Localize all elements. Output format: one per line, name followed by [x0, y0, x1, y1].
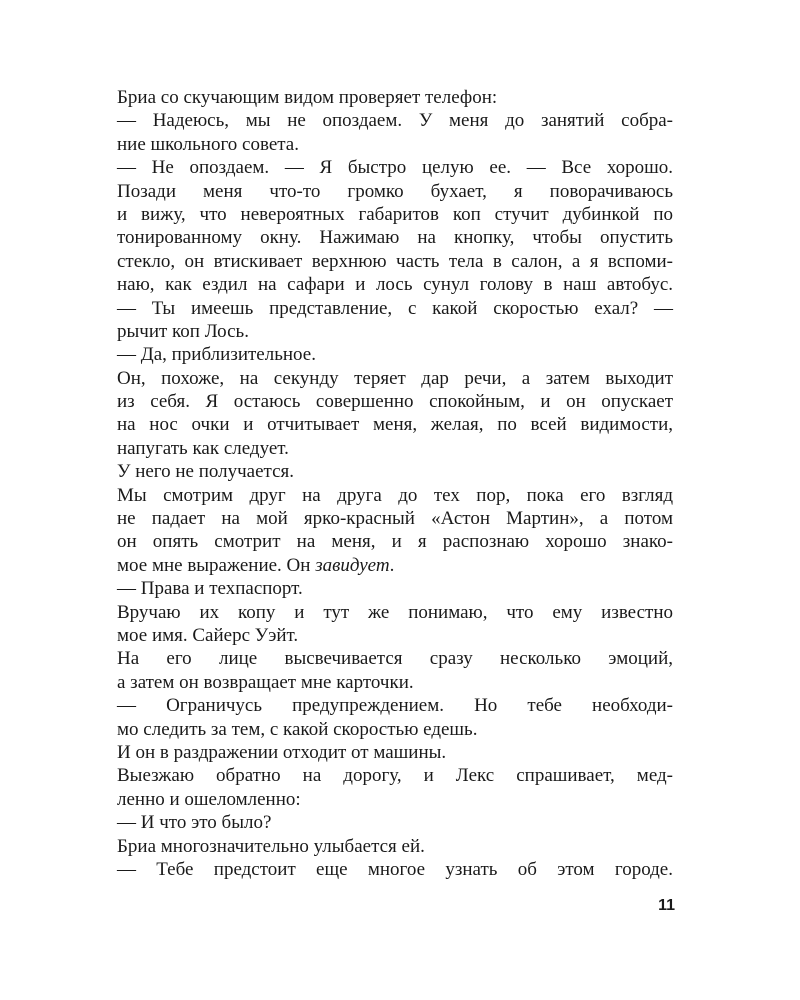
text-line: ленно и ошеломленно:	[117, 788, 301, 810]
text-line: стекло, он втискивает верхнюю часть тела в салон, а я вспоми-	[117, 250, 673, 272]
text-line: — Ты имеешь представление, с какой скоростью ехал? —	[117, 297, 673, 319]
text-line: а затем он возвращает мне карточки.	[117, 671, 414, 693]
text-line: из себя. Я остаюсь совершенно спокойным, и он опускает	[117, 391, 673, 413]
emphasized-word: завидует	[315, 554, 390, 576]
text-line: Вручаю их копу и тут же понимаю, что ему известно	[117, 601, 673, 623]
text-line: Бриа со скучающим видом проверяет телефон:	[117, 87, 498, 108]
text-line: — Права и техпаспорт.	[117, 578, 303, 600]
text-line: не падает на мой ярко-красный «Астон Мартин», а потом	[117, 508, 673, 530]
text-line: наю, как ездил на сафари и лось сунул голову в наш автобус.	[117, 274, 673, 296]
text-line: Бриа многозначительно улыбается ей.	[117, 835, 425, 857]
text-line: Мы смотрим друг на друга до тех пор, пока его взгляд	[117, 484, 673, 506]
text-line: У него не получается.	[117, 461, 295, 483]
text-line: тонированному окну. Нажимаю на кнопку, чтобы опустить	[117, 227, 673, 249]
text-line: — Не опоздаем. — Я быстро целую ее. — Все хорошо.	[117, 157, 673, 179]
text-line: — Надеюсь, мы не опоздаем. У меня до занятий собра-	[117, 110, 673, 132]
text-line: И он в раздражении отходит от машины.	[117, 741, 447, 763]
page-number: 11	[658, 897, 675, 914]
text-line: и вижу, что невероятных габаритов коп стучит дубинкой по	[117, 203, 673, 225]
text-line: — Тебе предстоит еще многое узнать об этом городе.	[117, 858, 673, 880]
text-line: — Ограничусь предупреждением. Но тебе необходи-	[117, 695, 673, 717]
text-line: Позади меня что-то громко бухает, я поворачиваюсь	[117, 180, 673, 202]
text-line: на нос очки и отчитывает меня, желая, по всей видимости,	[117, 414, 673, 436]
text-line-end: .	[389, 554, 395, 576]
text-line: он опять смотрит на меня, и я распознаю хорошо знако-	[117, 531, 673, 553]
text-line: мо следить за тем, с какой скоростью едешь.	[117, 718, 478, 740]
text-line	[117, 554, 673, 577]
text-line: На его лице высвечивается сразу несколько эмоций,	[117, 648, 673, 670]
book-page-text	[117, 86, 673, 881]
text-line: рычит коп Лось.	[117, 320, 249, 342]
text-line: — И что это было?	[117, 812, 272, 834]
text-line: Он, похоже, на секунду теряет дар речи, а затем выходит	[117, 367, 673, 389]
text-line: ние школьного совета.	[117, 133, 299, 155]
text-line: напугать как следует.	[117, 437, 289, 459]
text-line: Выезжаю обратно на дорогу, и Лекс спрашивает, мед-	[117, 765, 673, 787]
text-line: мое имя. Сайерс Уэйт.	[117, 624, 299, 646]
text-line-start: мое мне выражение. Он	[117, 554, 316, 576]
text-line: — Да, приблизительное.	[117, 344, 316, 366]
